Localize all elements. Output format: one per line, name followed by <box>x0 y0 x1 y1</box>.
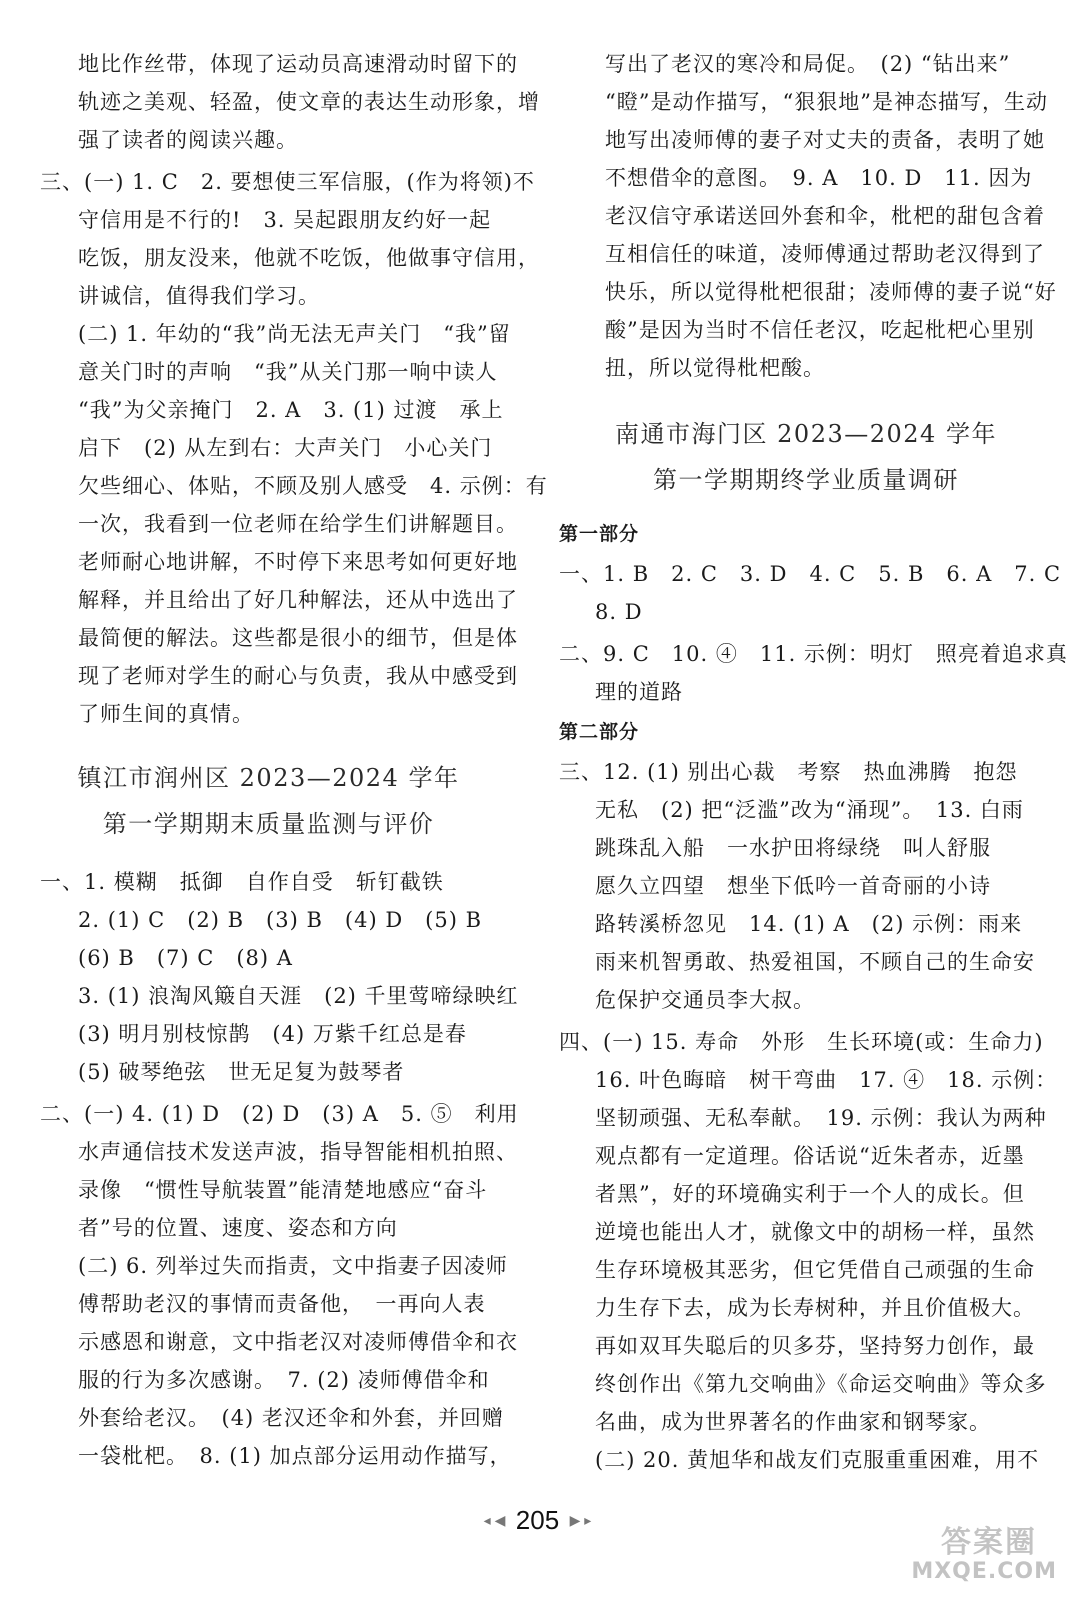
text-line: 老师耐心地讲解，不时停下来思考如何更好地 <box>78 550 518 574</box>
text-line: “瞪”是动作描写，“狠狠地”是神态描写，生动 <box>605 90 1048 114</box>
text-line: 无私 (2) 把“泛滥”改为“涌现”。 13. 白雨 <box>595 798 1024 822</box>
text-line: 观点都有一定道理。俗话说“近朱者赤，近墨 <box>595 1144 1025 1168</box>
text-line: 示感恩和谢意，文中指老汉对凌师傅借伞和衣 <box>78 1330 518 1354</box>
text-line: 互相信任的味道，凌师傅通过帮助老汉得到了 <box>605 242 1045 266</box>
text-line: 生存环境极其恶劣，但它凭借自己顽强的生命 <box>595 1258 1035 1282</box>
section-title-haimen-1: 南通市海门区 2023—2024 学年 <box>615 420 997 448</box>
text-line: 地写出凌师傅的妻子对丈夫的责备，表明了她 <box>605 128 1045 152</box>
text-line: (二) 20. 黄旭华和战友们克服重重困难，用不 <box>595 1448 1040 1472</box>
text-line: 轨迹之美观、轻盈，使文章的表达生动形象，增 <box>78 90 540 114</box>
text-line: 终创作出《第九交响曲》《命运交响曲》等众多 <box>595 1372 1047 1396</box>
left-arrows-icon: ◂ ◀ <box>483 1512 506 1528</box>
text-line: 老汉信守承诺送回外套和伞，枇杷的甜包含着 <box>605 204 1045 228</box>
section-title-zhenjiang-2: 第一学期期末质量监测与评价 <box>102 810 435 838</box>
text-line: 二、9. C 10. ④ 11. 示例：明灯 照亮着追求真 <box>559 642 1068 666</box>
text-line: 者黑”，好的环境确实利于一个人的成长。但 <box>595 1182 1025 1206</box>
text-line: 一、1. B 2. C 3. D 4. C 5. B 6. A 7. C <box>559 562 1062 586</box>
section-title-haimen-2: 第一学期期终学业质量调研 <box>653 466 959 494</box>
text-line: (二) 6. 列举过失而指责，文中指妻子因凌师 <box>78 1254 508 1278</box>
text-line: 一、1. 模糊 抵御 自作自受 斩钉截铁 <box>40 870 444 894</box>
watermark-logo <box>887 1517 1057 1592</box>
text-line: 录像 “惯性导航装置”能清楚地感应“奋斗 <box>78 1178 488 1202</box>
text-line: 跳珠乱入船 一水护田将绿绕 叫人舒服 <box>595 836 991 860</box>
text-line: 写出了老汉的寒冷和局促。 (2) “钻出来” <box>605 52 1011 76</box>
text-line: 服的行为多次感谢。 7. (2) 凌师傅借伞和 <box>78 1368 490 1392</box>
text-line: 最简便的解法。这些都是很小的细节，但是体 <box>78 626 518 650</box>
text-line: 危保护交通员李大叔。 <box>595 988 815 1012</box>
text-line: (5) 破琴绝弦 世无足复为鼓琴者 <box>78 1060 405 1084</box>
text-line: 讲诚信，值得我们学习。 <box>78 284 320 308</box>
text-line: 8. D <box>595 600 643 624</box>
section-title-zhenjiang-1: 镇江市润州区 2023—2024 学年 <box>77 764 460 792</box>
text-line: 外套给老汉。 (4) 老汉还伞和外套，并回赠 <box>78 1406 504 1430</box>
right-arrows-icon: ▶ ▸ <box>569 1512 592 1528</box>
text-line: 解释，并且给出了好几种解法，还从中选出了 <box>78 588 518 612</box>
text-line: 扭，所以觉得枇杷酸。 <box>605 356 825 380</box>
page-number: 205 <box>515 1505 560 1535</box>
text-line: “我”为父亲掩门 2. A 3. (1) 过渡 承上 <box>78 398 504 422</box>
text-line: 了师生间的真情。 <box>78 702 254 726</box>
text-line: 坚韧顽强、无私奉献。 19. 示例：我认为两种 <box>595 1106 1047 1130</box>
part-one-heading: 第一部分 <box>559 523 640 545</box>
text-line: 二、(一) 4. (1) D (2) D (3) A 5. ⑤ 利用 <box>40 1102 519 1126</box>
text-line: 现了老师对学生的耐心与负责，我从中感受到 <box>78 664 518 688</box>
text-line: (二) 1. 年幼的“我”尚无法无声关门 “我”留 <box>78 322 511 346</box>
text-line: 酸”是因为当时不信任老汉，吃起枇杷心里别 <box>605 318 1035 342</box>
text-line: 傅帮助老汉的事情而责备他， 一再向人表 <box>78 1292 486 1316</box>
text-line: 3. (1) 浪淘风簸自天涯 (2) 千里莺啼绿映红 <box>78 984 519 1008</box>
text-line: 2. (1) C (2) B (3) B (4) D (5) B <box>78 908 483 932</box>
text-line: 一次，我看到一位老师在给学生们讲解题目。 <box>78 512 518 536</box>
text-line: 理的道路 <box>595 680 683 704</box>
text-line: 三、12. (1) 别出心裁 考察 热血沸腾 抱怨 <box>559 760 1018 784</box>
text-line: 逆境也能出人才，就像文中的胡杨一样，虽然 <box>595 1220 1035 1244</box>
text-line: 者”号的位置、速度、姿态和方向 <box>78 1216 398 1240</box>
text-line: 吃饭，朋友没来，他就不吃饭，他做事守信用， <box>78 246 540 270</box>
part-two-heading: 第二部分 <box>559 721 640 743</box>
text-line: 强了读者的阅读兴趣。 <box>78 128 298 152</box>
text-line: 雨来机智勇敢、热爱祖国，不顾自己的生命安 <box>595 950 1035 974</box>
text-line: 守信用是不行的! 3. 吴起跟朋友约好一起 <box>78 208 492 232</box>
text-line: 水声通信技术发送声波，指导智能相机拍照、 <box>78 1140 518 1164</box>
text-line: 三、(一) 1. C 2. 要想使三军信服，(作为将领)不 <box>40 170 535 194</box>
watermark-url: MXQE.COM <box>911 1559 1057 1584</box>
text-line: 四、(一) 15. 寿命 外形 生长环境(或：生命力) <box>559 1030 1044 1054</box>
text-line: 力生存下去，成为长寿树种，并且价值极大。 <box>595 1296 1035 1320</box>
text-line: (6) B (7) C (8) A <box>78 946 293 970</box>
text-line: 启下 (2) 从左到右：大声关门 小心关门 <box>78 436 493 460</box>
text-line: 快乐，所以觉得枇杷很甜；凌师傅的妻子说“好 <box>605 280 1057 304</box>
text-line: 名曲，成为世界著名的作曲家和钢琴家。 <box>595 1410 991 1434</box>
text-line: 路转溪桥忽见 14. (1) A (2) 示例：雨来 <box>595 912 1023 936</box>
text-line: 欠些细心、体贴，不顾及别人感受 4. 示例：有 <box>78 474 548 498</box>
text-line: 再如双耳失聪后的贝多芬，坚持努力创作，最 <box>595 1334 1035 1358</box>
text-line: 愿久立四望 想坐下低吟一首奇丽的小诗 <box>595 874 991 898</box>
watermark-text: 答案圈 <box>941 1525 1037 1560</box>
text-line: (3) 明月别枝惊鹊 (4) 万紫千红总是春 <box>78 1022 467 1046</box>
text-line: 16. 叶色晦暗 树干弯曲 17. ④ 18. 示例： <box>595 1068 1058 1092</box>
text-line: 不想借伞的意图。 9. A 10. D 11. 因为 <box>605 166 1033 190</box>
text-line: 意关门时的声响 “我”从关门那一响中读人 <box>78 360 498 384</box>
text-line: 地比作丝带，体现了运动员高速滑动时留下的 <box>78 52 518 76</box>
text-line: 一袋枇杷。 8. (1) 加点部分运用动作描写， <box>78 1444 512 1468</box>
